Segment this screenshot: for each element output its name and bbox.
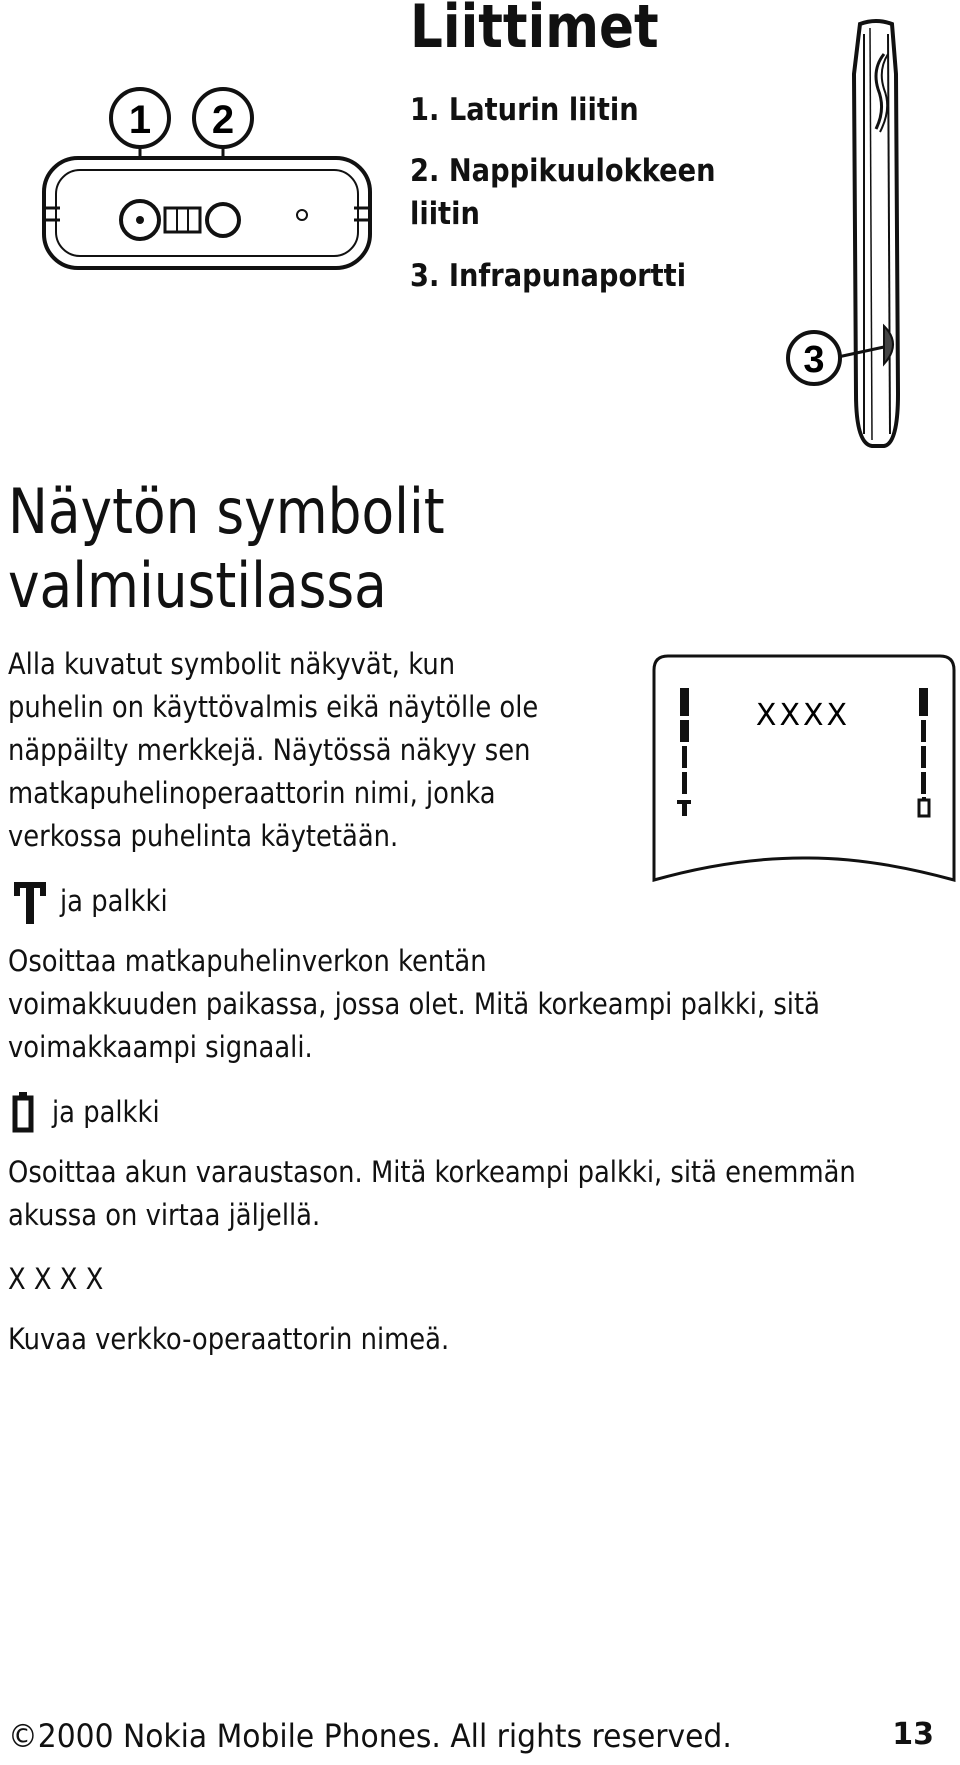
battery-description — [8, 1151, 856, 1237]
phone-side-illustration — [780, 14, 940, 454]
signal-desc-line: voimakkuuden paikassa, jossa olet. Mitä korkeampi palkki, sitä — [8, 987, 820, 1021]
connector-item-3: 3. Infrapunaportti — [410, 258, 687, 294]
page-number: 13 — [892, 1717, 934, 1752]
standby-screen-illustration — [648, 652, 958, 892]
signal-desc-line: voimakkaampi signaali. — [8, 1030, 313, 1064]
screen-operator-name: XXXX — [755, 698, 851, 733]
battery-desc-line: akussa on virtaa jäljellä. — [8, 1198, 321, 1232]
callout-3: 3 — [803, 339, 825, 381]
intro-line: näppäilty merkkejä. Näytössä näkyy sen — [8, 733, 531, 767]
section-title: Liittimet — [410, 0, 659, 62]
connector-item-2: 2. Nappikuulokkeen — [410, 153, 716, 189]
intro-line: puhelin on käyttövalmis eikä näytölle ole — [8, 690, 539, 724]
heading-line-1: Näytön symbolit — [8, 475, 445, 548]
battery-icon — [12, 1090, 34, 1134]
network-description: Kuvaa verkko-operaattorin nimeä. — [8, 1322, 450, 1356]
signal-desc-line: Osoittaa matkapuhelinverkon kentän — [8, 944, 487, 978]
connector-item-1: 1. Laturin liitin — [410, 92, 639, 128]
intro-paragraph — [8, 643, 538, 858]
battery-label: ja palkki — [52, 1095, 160, 1129]
connector-item-2-cont: liitin — [410, 196, 480, 232]
network-label: X X X X — [8, 1262, 104, 1296]
intro-line: matkapuhelinoperaattorin nimi, jonka — [8, 776, 496, 810]
signal-label: ja palkki — [60, 884, 168, 918]
phone-bottom-illustration — [40, 80, 380, 270]
heading-line-2: valmiustilassa — [8, 549, 387, 622]
callout-1: 1 — [128, 98, 152, 142]
intro-line: Alla kuvatut symbolit näkyvät, kun — [8, 647, 456, 681]
antenna-icon — [12, 880, 48, 926]
intro-line: verkossa puhelinta käytetään. — [8, 819, 399, 853]
display-symbols-heading — [8, 475, 445, 623]
footer-copyright: ©2000 Nokia Mobile Phones. All rights reserved. — [8, 1717, 732, 1755]
battery-desc-line: Osoittaa akun varaustason. Mitä korkeampi palkki, sitä enemmän — [8, 1155, 856, 1189]
signal-description — [8, 940, 820, 1069]
callout-2: 2 — [211, 98, 235, 142]
